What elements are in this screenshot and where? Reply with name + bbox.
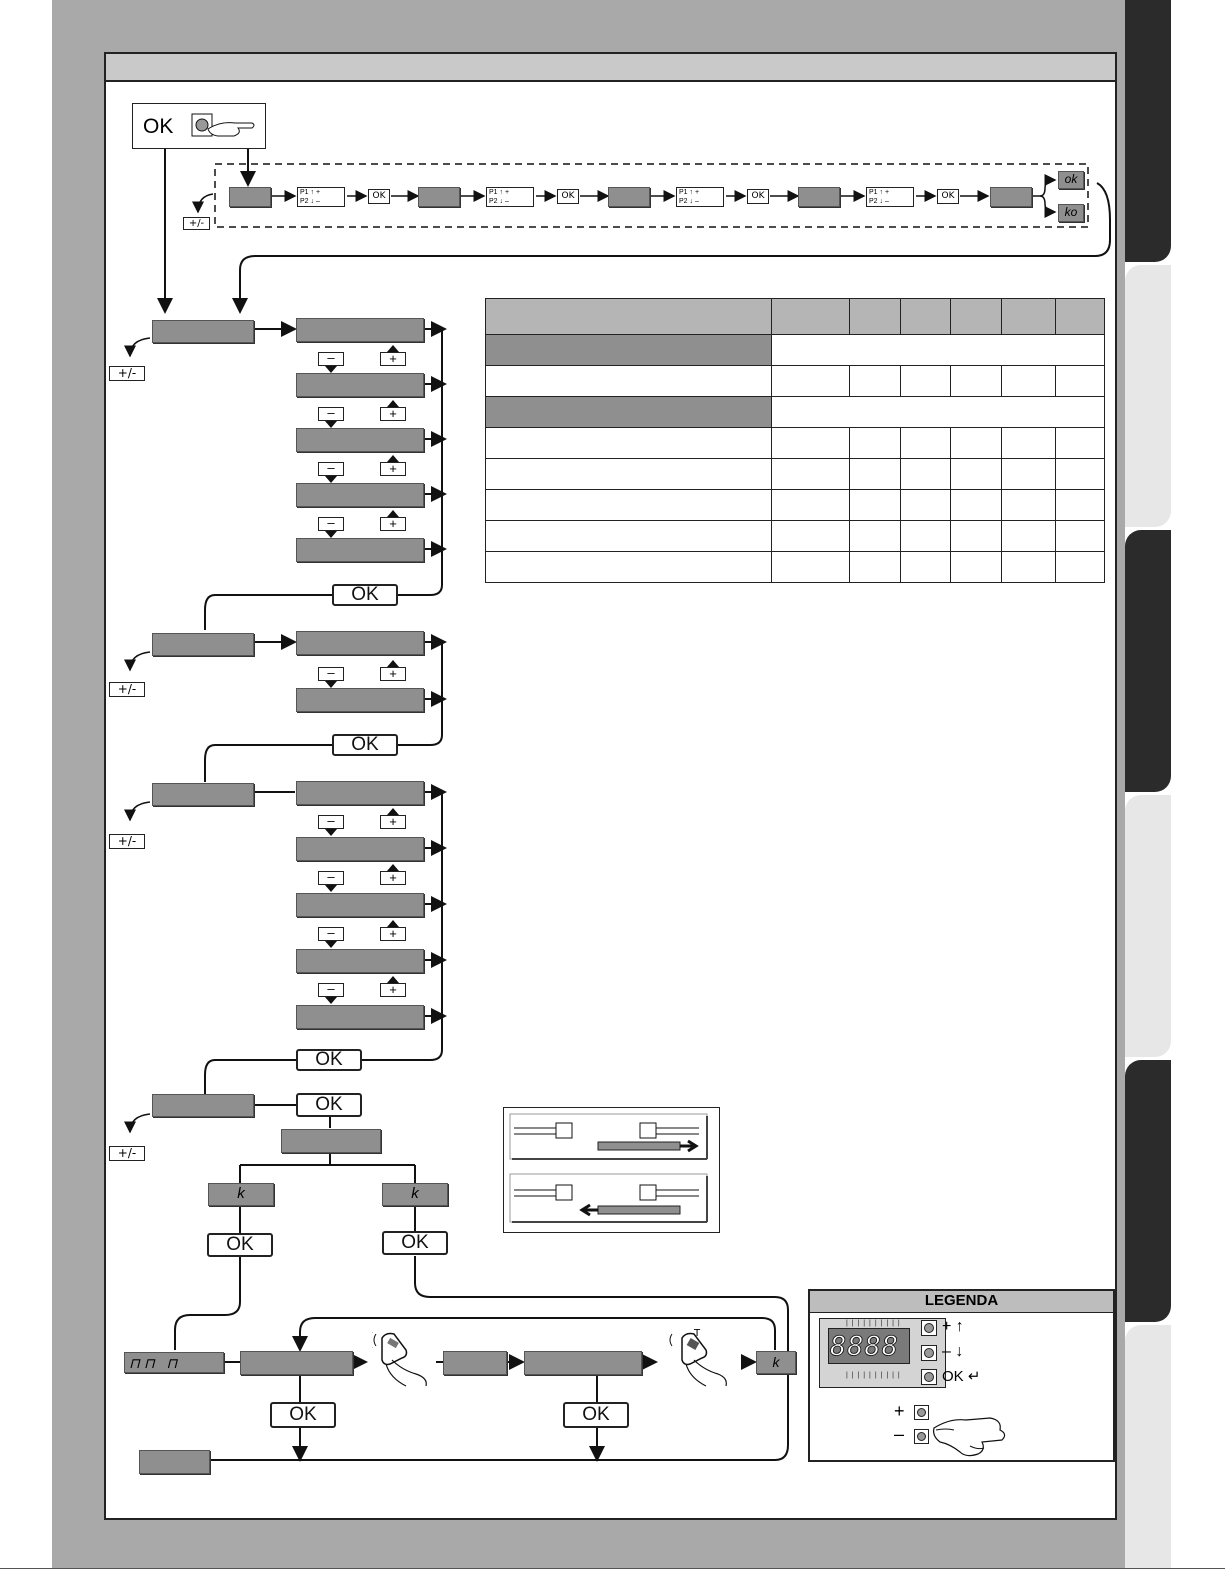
legend-title: LEGENDA [924, 1292, 999, 1309]
arrow-up-icon [387, 920, 399, 927]
table-cell [772, 428, 850, 459]
p1-label: P1 [300, 189, 309, 196]
table-cell [1001, 521, 1055, 552]
minus-key[interactable] [318, 462, 344, 476]
gate-direction-svg [504, 1108, 718, 1231]
minus-icon: – [327, 515, 335, 530]
plusminus-key-1[interactable]: +/- [109, 366, 145, 381]
arrow-down-icon [325, 421, 337, 428]
legend-minus-label [942, 1343, 963, 1361]
arrow-up-icon [387, 400, 399, 407]
table-cell [1001, 428, 1055, 459]
plusminus-key-3[interactable]: +/- [109, 834, 145, 849]
p2-label: P2 [489, 198, 498, 205]
plus-icon: + [389, 926, 397, 941]
seq-ok-3[interactable]: OK [747, 189, 769, 204]
gate-direction-diagram [503, 1107, 720, 1233]
minus-key[interactable] [318, 983, 344, 997]
plus-key[interactable] [380, 517, 406, 531]
option-3-1 [296, 781, 424, 805]
minus-key[interactable] [318, 407, 344, 421]
table-cell [1001, 459, 1055, 490]
option-1-3 [296, 428, 424, 452]
minus-key[interactable] [318, 352, 344, 366]
table-cell [951, 428, 1002, 459]
plus-key[interactable] [380, 871, 406, 885]
k-ok-button-right[interactable]: OK [382, 1231, 448, 1255]
option-2-1 [296, 631, 424, 655]
seq-display-1 [229, 187, 271, 207]
table-cell [850, 490, 901, 521]
arrow-up-icon: ↑ [955, 1318, 964, 1335]
legend-hand-plus: + [894, 1401, 905, 1421]
p2-label: P2 [869, 198, 878, 205]
plusminus-key-2[interactable]: +/- [109, 682, 145, 697]
option-3-4 [296, 949, 424, 973]
table-cell [900, 490, 951, 521]
arrow-up-icon [387, 660, 399, 667]
table-cell [772, 552, 850, 583]
arrow-down-icon [325, 885, 337, 892]
table-cell [900, 428, 951, 459]
minus-icon: – [327, 405, 335, 420]
legend-ok-text: OK [942, 1368, 964, 1385]
legend-plus-text: + [942, 1318, 952, 1335]
remote-control-icon-1 [372, 1330, 432, 1388]
arrow-down-icon [325, 941, 337, 948]
minus-icon: – [327, 665, 335, 680]
table-cell [850, 459, 901, 490]
table-cell [486, 428, 772, 459]
table-header-cell [951, 299, 1002, 335]
table-cell [951, 366, 1002, 397]
minus-icon: – [327, 350, 335, 365]
arrow-down-icon: ↓ [955, 1343, 964, 1360]
table-header-cell [850, 299, 901, 335]
plus-key[interactable] [380, 352, 406, 366]
table-cell [486, 521, 772, 552]
bottom-ok-button-1[interactable]: OK [270, 1402, 336, 1428]
plus-icon: + [389, 351, 397, 366]
plus-icon: + [389, 870, 397, 885]
legend-ok-label [942, 1367, 980, 1385]
minus-key[interactable] [318, 871, 344, 885]
plus-icon: + [389, 814, 397, 829]
confirm-ok-button-3[interactable]: OK [296, 1049, 362, 1071]
arrow-down-icon [325, 476, 337, 483]
table-cell [486, 366, 772, 397]
seq-ok-4[interactable]: OK [937, 189, 959, 204]
plus-key[interactable] [380, 667, 406, 681]
minus-icon: – [327, 869, 335, 884]
arrow-up-icon [387, 455, 399, 462]
option-3-3 [296, 893, 424, 917]
seq-display-4 [798, 187, 840, 207]
option-3-2 [296, 837, 424, 861]
table-cell [951, 521, 1002, 552]
table-header-cell [1056, 299, 1105, 335]
k-display-right: k [382, 1183, 448, 1206]
arrow-down-icon [325, 366, 337, 373]
legend-display-ticks-bottom: | | | | | | | | | | [846, 1372, 901, 1379]
p1-label: P1 [489, 189, 498, 196]
table-header-cell [486, 299, 772, 335]
seq-plusminus[interactable]: +/- [183, 217, 210, 230]
menu-display-4 [152, 1094, 254, 1117]
table-cell [1001, 552, 1055, 583]
table-cell [900, 521, 951, 552]
result-ok-display: ok [1058, 171, 1084, 189]
plus-key[interactable] [380, 407, 406, 421]
seq-display-5 [990, 187, 1032, 207]
p1-label: P1 [679, 189, 688, 196]
legend-hand-minus-button [914, 1429, 929, 1444]
minus-icon: – [327, 925, 335, 940]
plus-icon: + [389, 406, 397, 421]
plus-icon: + [389, 982, 397, 997]
arrow-down-icon [325, 997, 337, 1004]
option-1-5 [296, 538, 424, 562]
option-1-2 [296, 373, 424, 397]
plus-icon: + [389, 666, 397, 681]
seq-ok-2[interactable]: OK [557, 189, 579, 204]
result-ko-display: ko [1058, 204, 1084, 222]
table-cell [1056, 521, 1105, 552]
p2-label: P2 [679, 198, 688, 205]
enter-icon: ↵ [967, 1368, 981, 1385]
plus-key[interactable] [380, 815, 406, 829]
table-cell [951, 459, 1002, 490]
table-cell [951, 490, 1002, 521]
legend-minus-button-icon [921, 1345, 937, 1361]
legend-ok-button-icon [921, 1369, 937, 1385]
minus-icon: – [327, 981, 335, 996]
pointing-hand-icon [930, 1400, 1010, 1460]
p1p2-key-2[interactable]: P1 ↑ + P2 ↓ – [486, 187, 534, 207]
legend-hand-plus-button [914, 1405, 929, 1420]
minus-key[interactable] [318, 815, 344, 829]
table-header-cell [1001, 299, 1055, 335]
segment-display-n: ⊓ ⊓ ⊓ [124, 1352, 224, 1373]
table-cell [486, 552, 772, 583]
plus-key[interactable] [380, 927, 406, 941]
table-cell [772, 366, 850, 397]
arrow-down-icon [325, 681, 337, 688]
arrow-up-icon [387, 864, 399, 871]
table-cell [1056, 459, 1105, 490]
table-header-cell [900, 299, 951, 335]
table-cell [486, 459, 772, 490]
seq-display-2 [418, 187, 460, 207]
k-display-bottom: k [756, 1351, 796, 1374]
table-cell [951, 552, 1002, 583]
table-cell [850, 366, 901, 397]
p2-label: P2 [300, 198, 309, 205]
svg-text:T: T [694, 1328, 701, 1339]
start-ok-label: OK [143, 115, 174, 138]
bottom-display-1 [240, 1351, 353, 1375]
arrow-up-icon [387, 976, 399, 983]
press-button-icon [190, 111, 258, 141]
table-section-cell [486, 335, 772, 366]
legend-lcd-digits: 8888 [830, 1331, 900, 1362]
legend-hand-minus: – [894, 1424, 905, 1444]
p1p2-key-1[interactable]: P1 ↑ + P2 ↓ – [297, 187, 345, 207]
plus-icon: + [389, 461, 397, 476]
arrow-down-icon [325, 829, 337, 836]
minus-icon: – [327, 813, 335, 828]
table-cell [850, 521, 901, 552]
legend-plus-label [942, 1318, 964, 1336]
legend-minus-text: – [942, 1343, 951, 1360]
settings-table [485, 298, 1105, 583]
k-display-left: k [208, 1183, 274, 1206]
table-cell [1056, 428, 1105, 459]
plus-key[interactable] [380, 462, 406, 476]
table-cell [900, 552, 951, 583]
exit-display [139, 1450, 210, 1474]
seq-ok-1[interactable]: OK [368, 189, 390, 204]
bottom-display-3 [524, 1351, 642, 1375]
seq-display-3 [608, 187, 650, 207]
minus-key[interactable] [318, 927, 344, 941]
table-cell [486, 490, 772, 521]
remote-control-icon-2 [668, 1328, 730, 1388]
option-3-5 [296, 1005, 424, 1029]
table-cell [1001, 490, 1055, 521]
table-cell [772, 459, 850, 490]
table-header-cell [772, 299, 850, 335]
sub-display [281, 1129, 381, 1153]
plusminus-key-4[interactable]: +/- [109, 1146, 145, 1161]
arrow-up-icon [387, 510, 399, 517]
table-cell [772, 335, 1105, 366]
table-cell [772, 490, 850, 521]
table-section-cell [486, 397, 772, 428]
bottom-display-2 [443, 1351, 507, 1375]
menu-display-3 [152, 783, 254, 806]
menu-display-1 [152, 320, 254, 343]
table-cell [850, 552, 901, 583]
plus-icon: + [389, 516, 397, 531]
bottom-ok-button-2[interactable]: OK [563, 1402, 629, 1428]
legend-display-ticks-top: | | | | | | | | | | [846, 1320, 901, 1327]
confirm-ok-button-2[interactable]: OK [332, 734, 398, 756]
p1-label: P1 [869, 189, 878, 196]
option-2-2 [296, 688, 424, 712]
arrow-up-icon [387, 808, 399, 815]
p1p2-key-4[interactable]: P1 ↑ + P2 ↓ – [866, 187, 914, 207]
table-cell [1056, 366, 1105, 397]
table-cell [900, 366, 951, 397]
option-1-4 [296, 483, 424, 507]
arrow-up-icon [387, 345, 399, 352]
table-cell [1056, 552, 1105, 583]
minus-icon: – [327, 460, 335, 475]
minus-key[interactable] [318, 517, 344, 531]
table-cell [900, 459, 951, 490]
confirm-ok-button-4[interactable]: OK [296, 1093, 362, 1117]
confirm-ok-button-1[interactable]: OK [332, 584, 398, 606]
arrow-down-icon [325, 531, 337, 538]
p1p2-key-3[interactable]: P1 ↑ + P2 ↓ – [676, 187, 724, 207]
table-cell [772, 521, 850, 552]
table-cell [1056, 490, 1105, 521]
table-cell [772, 397, 1105, 428]
table-cell [850, 428, 901, 459]
k-ok-button-left[interactable]: OK [207, 1233, 273, 1257]
minus-key[interactable] [318, 667, 344, 681]
menu-display-2 [152, 633, 254, 656]
table-cell [1001, 366, 1055, 397]
legend-plus-button-icon [921, 1320, 937, 1336]
plus-key[interactable] [380, 983, 406, 997]
option-1-1 [296, 318, 424, 342]
